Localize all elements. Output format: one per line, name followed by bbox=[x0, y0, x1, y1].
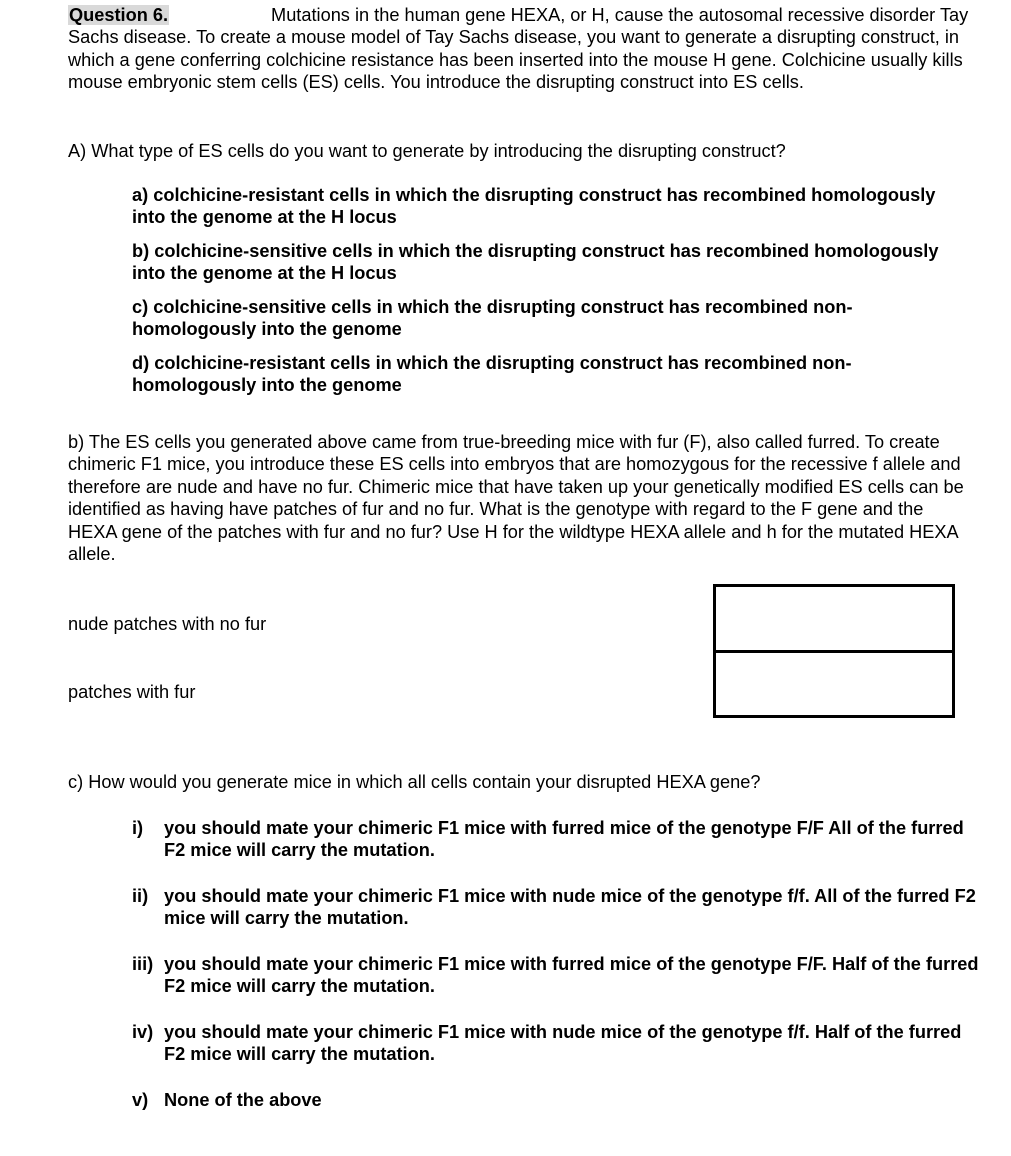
part-a-option-b: b) colchicine-sensitive cells in which the disrupting construct has recombined homologously into the genome at the H locus bbox=[132, 241, 939, 284]
part-a-option-d: d) colchicine-resistant cells in which the disrupting construct has recombined non-homologously into the genome bbox=[132, 353, 852, 396]
question-label: Question 6. bbox=[69, 5, 169, 25]
part-a-option-c: c) colchicine-sensitive cells in which the disrupting construct has recombined non-homologously into the genome bbox=[132, 297, 853, 340]
option-text: None of the above bbox=[164, 1090, 322, 1110]
option-text: you should mate your chimeric F1 mice with furred mice of the genotype F/F All of the furred F2 mice will carry the mutation. bbox=[164, 818, 964, 861]
option-text: you should mate your chimeric F1 mice with nude mice of the genotype f/f. Half of the furred F2 mice will carry the mutation. bbox=[164, 1022, 962, 1065]
option-number: ii) bbox=[132, 886, 149, 906]
furred-patches-answer-box[interactable] bbox=[713, 650, 955, 718]
furred-patches-label: patches with fur bbox=[68, 682, 196, 702]
nude-patches-label: nude patches with no fur bbox=[68, 614, 267, 634]
nude-patches-answer-box[interactable] bbox=[713, 584, 955, 653]
option-number: iii) bbox=[132, 954, 154, 974]
option-number: iv) bbox=[132, 1022, 154, 1042]
part-a-question: A) What type of ES cells do you want to generate by introducing the disrupting construct? bbox=[68, 141, 786, 161]
option-number: i) bbox=[132, 818, 144, 838]
part-a-option-a: a) colchicine-resistant cells in which the disrupting construct has recombined homologously into the genome at the H locus bbox=[132, 185, 936, 228]
option-number: v) bbox=[132, 1090, 149, 1110]
option-text: you should mate your chimeric F1 mice with furred mice of the genotype F/F. Half of the furred F2 mice will carry the mutation. bbox=[164, 954, 979, 997]
intro-text: Mutations in the human gene HEXA, or H, cause the autosomal recessive disorder Tay Sachs disease. To create a mouse model of Tay Sachs disease, you want to generate a disrupting construct, in which a gene conferring colchicine resistance has been inserted into the mouse H gene. Colchicine usually kills mouse embryonic stem cells (ES) cells. You introduce the disrupting construct into ES cells. bbox=[68, 5, 969, 93]
question-intro bbox=[68, 4, 973, 94]
part-b-question: b) The ES cells you generated above came from true-breeding mice with fur (F), also called furred. To create chimeric F1 mice, you introduce these ES cells into embryos that are homozygous for the recessive f allele and therefore are nude and have no fur. Chimeric mice that have taken up your genetically modified ES cells can be identified as having have patches of fur and no fur. What is the genotype with regard to the F gene and the HEXA gene of the patches with fur and no fur? Use H for the wildtype HEXA allele and h for the mutated HEXA allele. bbox=[68, 432, 964, 565]
part-c-question: c) How would you generate mice in which all cells contain your disrupted HEXA gene? bbox=[68, 772, 761, 792]
option-text: you should mate your chimeric F1 mice with nude mice of the genotype f/f. All of the furred F2 mice will carry the mutation. bbox=[164, 886, 976, 929]
